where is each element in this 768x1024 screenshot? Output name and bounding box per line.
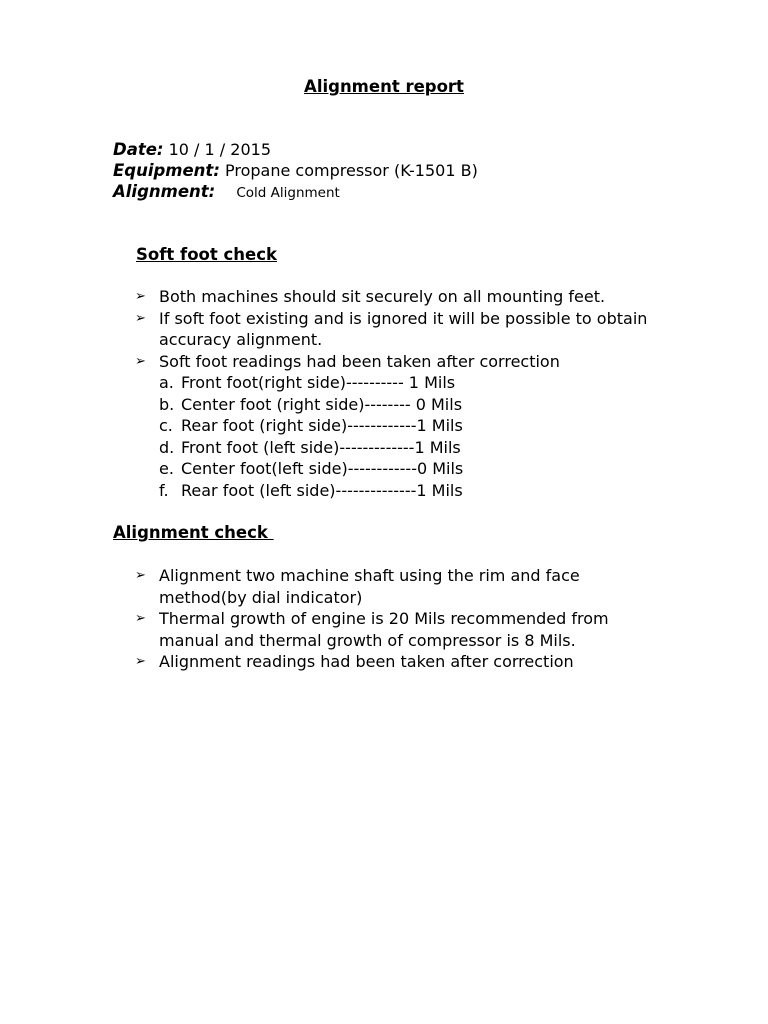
bullet-text: Alignment two machine shaft using the rim and face method(by dial indicator) (159, 566, 580, 607)
soft-foot-heading: Soft foot check (136, 245, 277, 264)
list-item (135, 565, 655, 608)
bullet-text: Thermal growth of engine is 20 Mils recommended from manual and thermal growth of compressor is 8 Mils. (159, 609, 609, 650)
reading-text: Rear foot (left side)--------------1 Mils (181, 480, 463, 500)
alignment-row (113, 181, 478, 204)
reading-item (159, 394, 655, 416)
reading-item (159, 415, 655, 437)
arrow-bullet-icon: ➢ (135, 310, 146, 326)
alignment-label: Alignment: (113, 182, 216, 201)
bullet-text: If soft foot existing and is ignored it will be possible to obtain accuracy alignment. (159, 308, 648, 349)
arrow-bullet-icon: ➢ (135, 289, 146, 304)
date-label: Date: (113, 140, 164, 159)
bullet-text: Alignment readings had been taken after correction (159, 652, 574, 671)
alignment-value: Cold Alignment (236, 185, 340, 201)
reading-text: Center foot (right side)-------- 0 Mils (181, 394, 463, 414)
date-value: 10 / 1 / 2015 (168, 140, 271, 159)
report-meta (113, 139, 478, 204)
list-item (135, 651, 655, 673)
alignment-check-list (135, 565, 655, 673)
reading-item (159, 437, 655, 459)
reading-letter: e. (159, 459, 174, 478)
list-item (135, 351, 655, 502)
list-item (135, 608, 655, 651)
reading-letter: b. (159, 394, 175, 414)
soft-foot-list (135, 286, 655, 501)
reading-item (159, 458, 655, 480)
date-row (113, 139, 478, 160)
bullet-text: Both machines should sit securely on all mounting feet. (159, 287, 606, 306)
reading-letter: f. (159, 480, 169, 500)
reading-text: Front foot (left side)-------------1 Mils (181, 437, 461, 457)
reading-text: Front foot(right side)---------- 1 Mils (181, 373, 456, 392)
list-item (135, 286, 655, 308)
soft-foot-readings (159, 372, 655, 501)
bullet-text: Soft foot readings had been taken after correction (159, 351, 560, 371)
reading-text: Center foot(left side)------------0 Mils (181, 459, 464, 478)
page-title: Alignment report (304, 77, 464, 96)
reading-letter: c. (159, 416, 173, 435)
reading-text: Rear foot (right side)------------1 Mils (181, 416, 463, 435)
reading-item (159, 480, 655, 502)
arrow-bullet-icon: ➢ (135, 654, 146, 669)
equipment-label: Equipment: (113, 161, 220, 180)
reading-item (159, 372, 655, 394)
arrow-bullet-icon: ➢ (135, 611, 146, 626)
reading-letter: a. (159, 373, 174, 392)
arrow-bullet-icon: ➢ (135, 568, 146, 583)
arrow-bullet-icon: ➢ (135, 353, 146, 369)
equipment-row (113, 160, 478, 181)
equipment-value: Propane compressor (K-1501 B) (225, 161, 478, 180)
list-item (135, 308, 655, 351)
reading-letter: d. (159, 437, 175, 457)
alignment-check-heading: Alignment check (113, 523, 274, 542)
